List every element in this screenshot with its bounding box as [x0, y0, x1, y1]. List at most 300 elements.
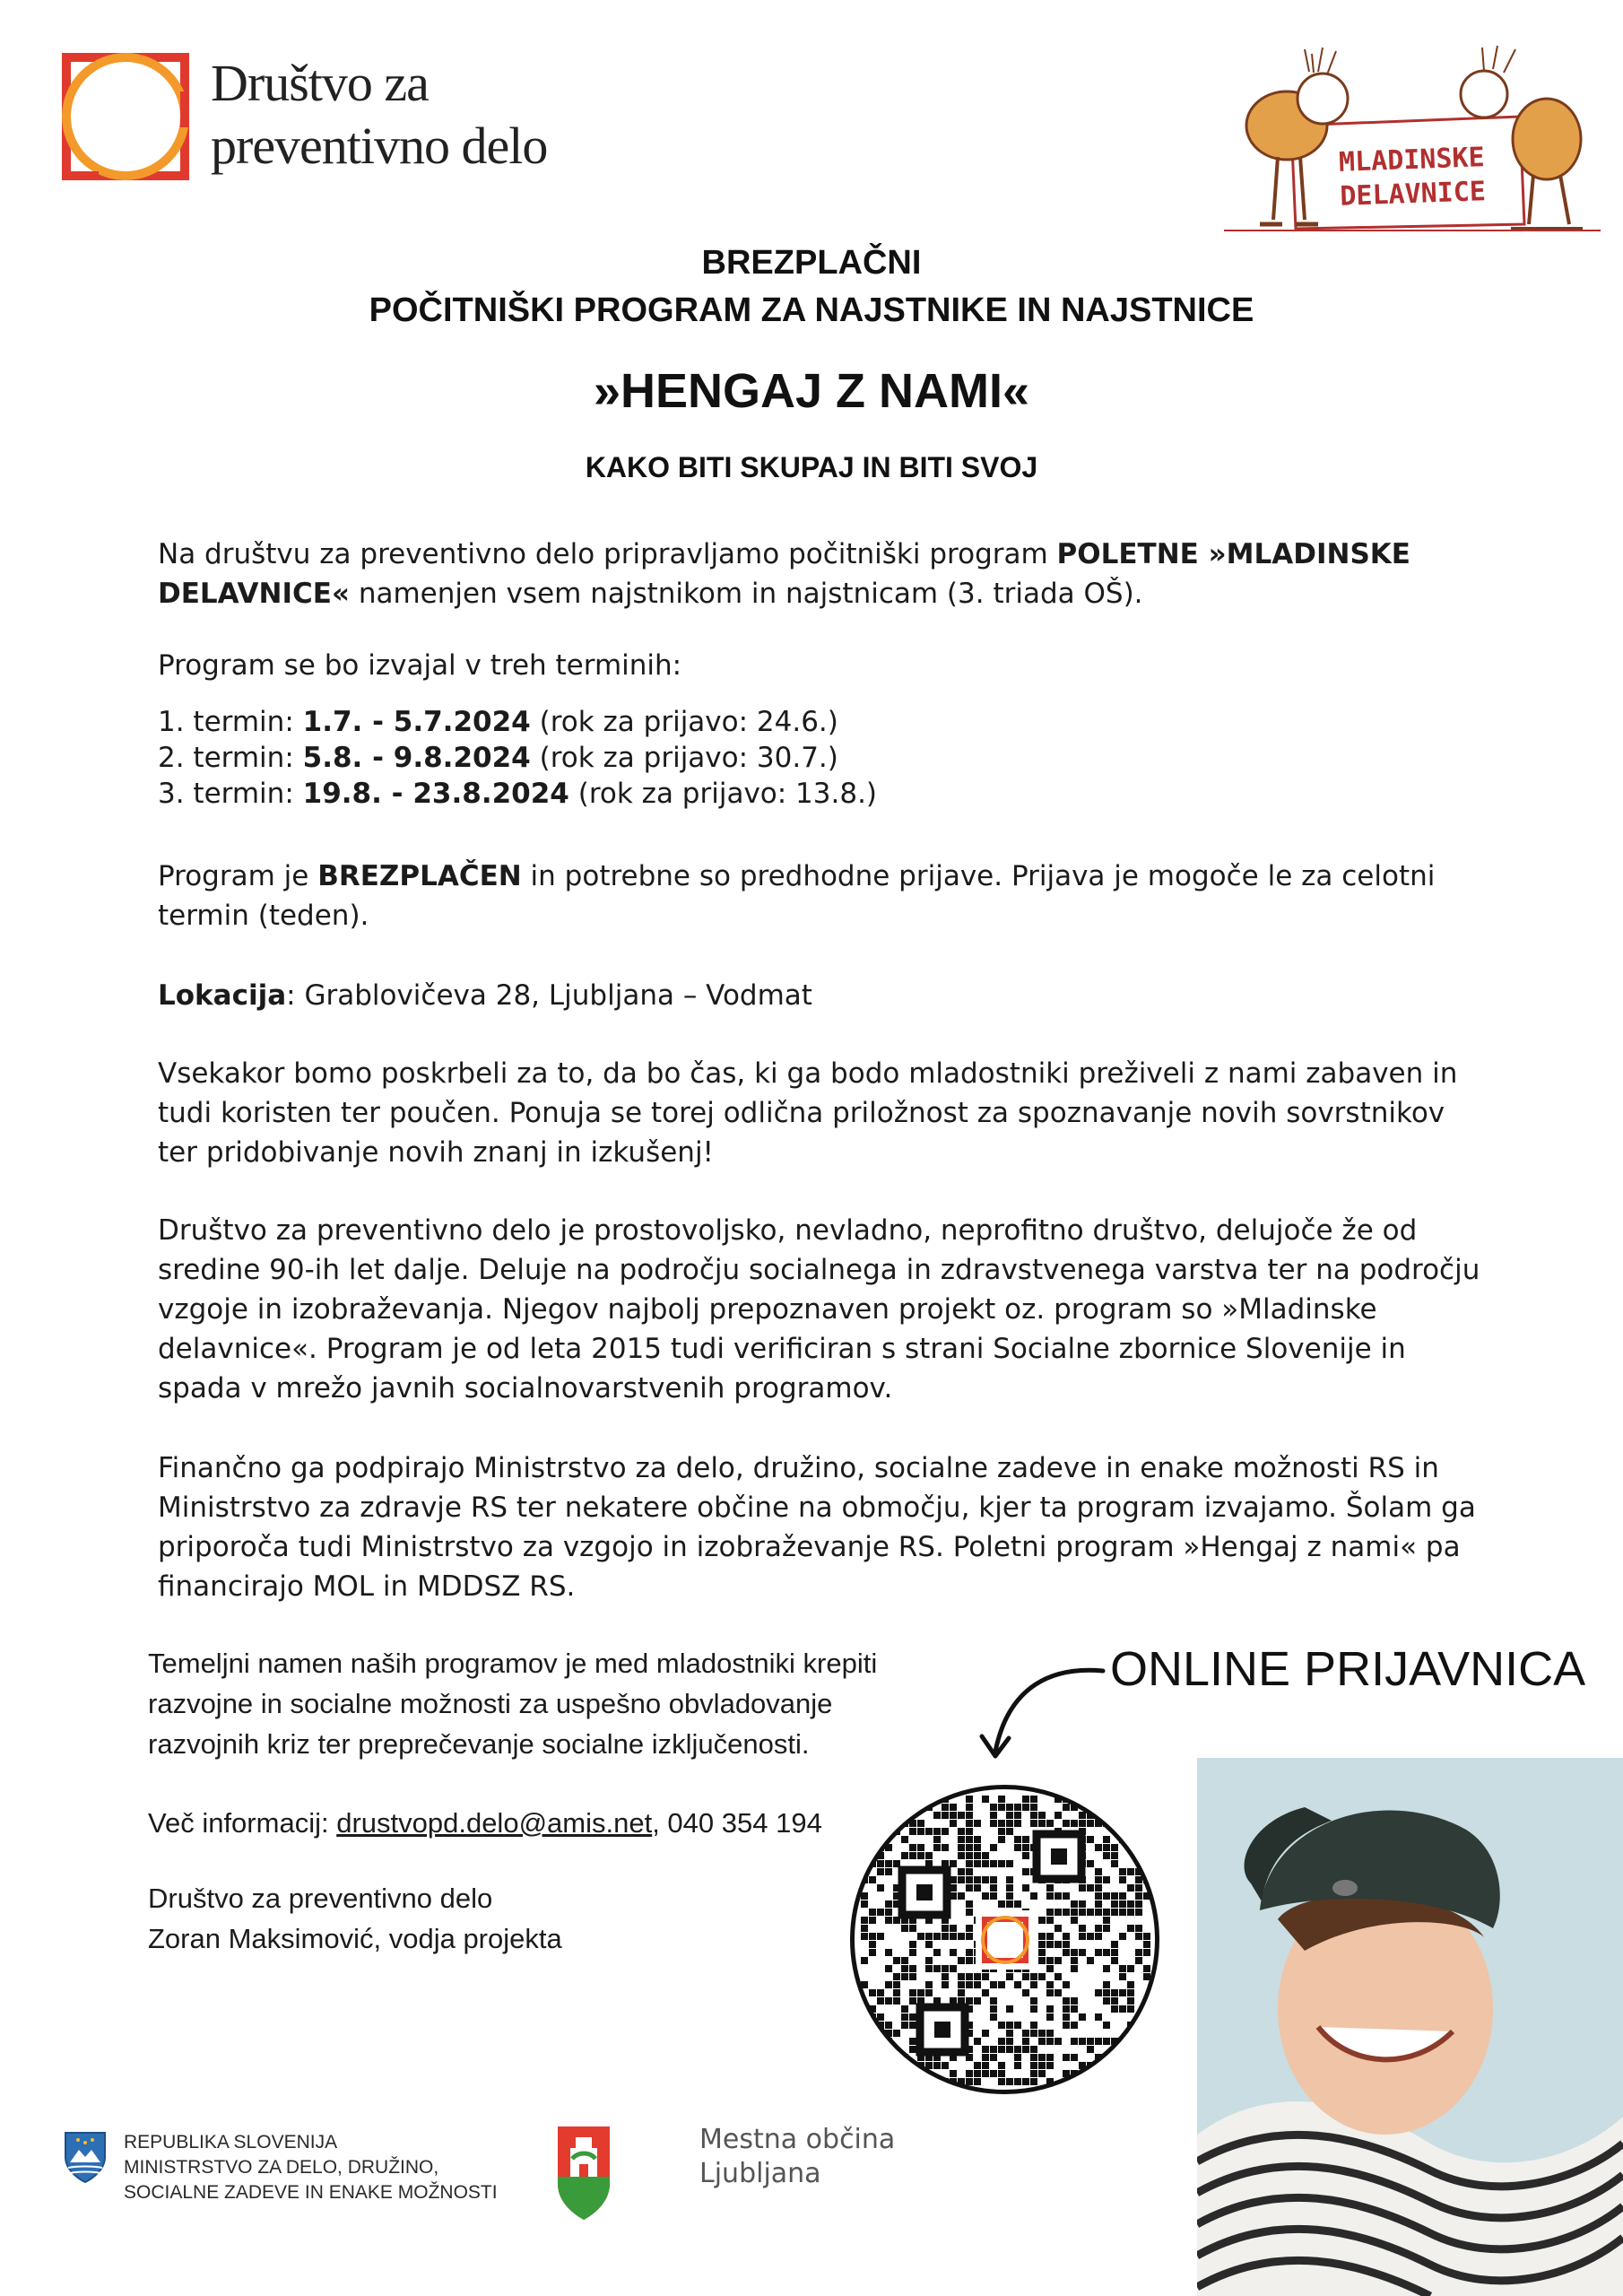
qr-module — [1046, 1917, 1054, 1924]
qr-module — [1111, 1892, 1118, 1900]
qr-module — [1030, 1812, 1037, 1819]
qr-module — [1103, 1949, 1110, 1956]
qr-module — [893, 1820, 900, 1827]
qr-module — [1063, 2054, 1070, 2061]
qr-module — [861, 1900, 868, 1908]
qr-module — [893, 2054, 900, 2061]
qr-module — [1119, 1965, 1126, 1972]
qr-module — [974, 1981, 981, 1988]
qr-module — [901, 1925, 908, 1932]
qr-module — [901, 1804, 908, 1811]
qr-module — [1014, 2078, 1021, 2085]
qr-module — [893, 1989, 900, 1996]
qr-module — [877, 1933, 884, 1940]
qr-module — [1014, 1900, 1021, 1908]
contact-label: Več informacij: — [148, 1807, 337, 1839]
qr-module — [1022, 1868, 1029, 1875]
qr-module — [982, 1892, 989, 1900]
qr-module — [933, 2062, 941, 2069]
qr-module — [933, 1828, 941, 1835]
qr-module — [1119, 2005, 1126, 2013]
qr-module — [901, 2062, 908, 2069]
qr-module — [1014, 2022, 1021, 2029]
qr-module — [1038, 1917, 1046, 1924]
qr-module — [1022, 2046, 1029, 2053]
qr-module — [1006, 2046, 1013, 2053]
qr-module — [877, 2078, 884, 2085]
qr-module — [1046, 1820, 1054, 1827]
qr-module — [1119, 1892, 1126, 1900]
qr-module — [1119, 1900, 1126, 1908]
qr-module — [1063, 1941, 1070, 1948]
qr-module — [1063, 2022, 1070, 2029]
qr-module — [1103, 1965, 1110, 1972]
mladinske-line: MLADINSKE — [1338, 142, 1486, 178]
term-item — [158, 740, 1485, 776]
qr-module — [885, 2070, 892, 2077]
qr-module — [966, 1900, 973, 1908]
qr-module — [901, 1957, 908, 1964]
qr-module — [1055, 1812, 1062, 1819]
qr-module — [1030, 1796, 1037, 1803]
qr-module — [966, 1876, 973, 1883]
qr-module — [1143, 1973, 1150, 1980]
qr-module — [1055, 1989, 1062, 1996]
qr-module — [1038, 2054, 1046, 2061]
qr-module — [885, 1828, 892, 1835]
qr-module — [1006, 2038, 1013, 2045]
qr-module — [861, 2046, 868, 2053]
qr-module — [1135, 2038, 1142, 2045]
location-paragraph — [158, 976, 1485, 1015]
qr-module — [998, 2062, 1005, 2069]
qr-module — [990, 1981, 997, 1988]
qr-module — [1103, 2038, 1110, 2045]
qr-module — [1071, 2038, 1078, 2045]
qr-module — [1022, 1989, 1029, 1996]
qr-module — [1127, 1925, 1134, 1932]
qr-module — [933, 1949, 941, 1956]
qr-module — [1071, 2054, 1078, 2061]
qr-module — [1055, 1892, 1062, 1900]
qr-module — [1038, 2038, 1046, 2045]
qr-module — [1103, 1917, 1110, 1924]
qr-module — [1095, 1909, 1102, 1916]
qr-module — [1055, 2038, 1062, 2045]
qr-module — [917, 1852, 924, 1859]
qr-module — [958, 1989, 965, 1996]
slovenia-coat-of-arms-icon — [63, 2130, 108, 2186]
qr-module — [990, 2070, 997, 2077]
qr-module — [974, 1836, 981, 1843]
qr-module — [990, 1876, 997, 1883]
qr-module — [1103, 1852, 1110, 1859]
qr-module — [982, 2030, 989, 2037]
term-prefix: 3. termin: — [158, 778, 303, 810]
qr-module — [1071, 2022, 1078, 2029]
qr-module — [1127, 2005, 1134, 2013]
qr-module — [885, 1981, 892, 1988]
smiling-teen-with-cap-image — [1197, 1758, 1623, 2296]
qr-module — [1071, 1949, 1078, 1956]
qr-module — [1030, 2046, 1037, 2053]
qr-module — [1063, 1981, 1070, 1988]
qr-module — [1135, 1909, 1142, 1916]
qr-module — [1095, 1868, 1102, 1875]
qr-module — [990, 1812, 997, 1819]
qr-module — [990, 2005, 997, 2013]
qr-module — [869, 1844, 876, 1851]
qr-module — [998, 1836, 1005, 1843]
qr-module — [1063, 2005, 1070, 2013]
qr-module — [1046, 1965, 1054, 1972]
qr-module — [1119, 1820, 1126, 1827]
qr-module — [1006, 1876, 1013, 1883]
qr-module — [869, 1933, 876, 1940]
qr-module — [909, 1796, 916, 1803]
qr-module — [1095, 1844, 1102, 1851]
qr-module — [925, 1965, 933, 1972]
qr-module — [1079, 1796, 1086, 1803]
qr-module — [966, 1844, 973, 1851]
qr-module — [1095, 2070, 1102, 2077]
qr-module — [877, 2062, 884, 2069]
qr-module — [1135, 1925, 1142, 1932]
qr-module — [1030, 2022, 1037, 2029]
qr-module — [958, 1812, 965, 1819]
qr-module — [1087, 2046, 1094, 2053]
qr-module — [869, 1989, 876, 1996]
qr-module — [974, 1997, 981, 2005]
qr-code-icon[interactable] — [850, 1785, 1159, 2094]
qr-module — [1046, 1981, 1054, 1988]
about-paragraph: Društvo za preventivno delo je prostovoljsko, nevladno, neprofitno društvo, delujoče že od sredine 90-ih let dalje. Deluje na področju socialnega in zdravstvenega varstva ter na področju vzgoje in izobraževanja. Njegov najbolj prepoznaven projekt oz. program so »Mladinske delavnice«. Program je od leta 2015 tudi verificiran s strani Socialne zbornice Slovenije in spada v mrežo javnih socialnovarstvenih programov. — [158, 1214, 1480, 1405]
qr-module — [1095, 2038, 1102, 2045]
qr-module — [966, 2078, 973, 2085]
qr-module — [998, 1981, 1005, 1988]
ljubljana-line-2: Ljubljana — [699, 2158, 821, 2189]
qr-module — [1111, 1989, 1118, 1996]
organization-name-line-2: preventivno delo — [211, 117, 548, 175]
qr-module — [1143, 1941, 1150, 1948]
teenager-photo — [1197, 1758, 1623, 2296]
qr-module — [1111, 1949, 1118, 1956]
qr-module — [901, 1973, 908, 1980]
title-program: POČITNIŠKI PROGRAM ZA NAJSTNIKE IN NAJSTNICE — [369, 291, 1254, 329]
qr-module — [990, 2054, 997, 2061]
qr-module — [1119, 2046, 1126, 2053]
qr-module — [990, 1997, 997, 2005]
title-hengaj: »HENGAJ Z NAMI« — [593, 364, 1030, 418]
qr-module — [1087, 1836, 1094, 1843]
qr-module — [958, 1828, 965, 1835]
terms-intro: Program se bo izvajal v treh terminih: — [158, 649, 682, 682]
qr-module — [861, 1981, 868, 1988]
qr-module — [1046, 1989, 1054, 1996]
qr-module — [1006, 1828, 1013, 1835]
qr-module — [1022, 1884, 1029, 1892]
qr-module — [1046, 2054, 1054, 2061]
subtitle-motto: KAKO BITI SKUPAJ IN BITI SVOJ — [585, 451, 1038, 483]
qr-module — [1111, 1997, 1118, 2005]
qr-module — [1038, 2030, 1046, 2037]
qr-module — [966, 1981, 973, 1988]
qr-module — [990, 1820, 997, 1827]
term-dates: 1.7. - 5.7.2024 — [302, 706, 531, 738]
qr-module — [966, 1836, 973, 1843]
qr-module — [1143, 1804, 1150, 1811]
qr-module — [1038, 2062, 1046, 2069]
qr-module — [893, 1796, 900, 1803]
qr-module — [1111, 1796, 1118, 1803]
qr-module — [942, 1973, 949, 1980]
qr-module — [909, 2070, 916, 2077]
qr-module — [877, 2013, 884, 2021]
qr-module — [1103, 1909, 1110, 1916]
contact-line — [148, 1803, 937, 1843]
qr-module — [1006, 2005, 1013, 2013]
qr-module — [1127, 1909, 1134, 1916]
qr-module — [974, 1876, 981, 1883]
qr-module — [1038, 1949, 1046, 1956]
qr-module — [966, 1957, 973, 1964]
qr-module — [1038, 1941, 1046, 1948]
ljubljana-logo — [556, 2121, 933, 2229]
location-label: Lokacija — [158, 979, 287, 1012]
qr-module — [1055, 1973, 1062, 1980]
qr-module — [1014, 2062, 1021, 2069]
contact-email-link[interactable]: drustvopd.delo@amis.net — [336, 1807, 653, 1839]
qr-module — [990, 1844, 997, 1851]
qr-module — [998, 1820, 1005, 1827]
fun-paragraph: Vsekakor bomo poskrbeli za to, da bo čas, ki ga bodo mladostniki preživeli z nami zabaven in tudi koristen ter poučen. Ponuja se torej odlična priložnost za spoznavanje novih sovrstnikov ter pridobivanje novih znanj in izkušenj! — [158, 1057, 1458, 1169]
qr-module — [917, 1989, 924, 1996]
qr-module — [909, 1804, 916, 1811]
qr-module — [1030, 2070, 1037, 2077]
qr-module — [950, 1812, 957, 1819]
qr-module — [909, 1973, 916, 1980]
qr-module — [1006, 1900, 1013, 1908]
qr-module — [893, 1957, 900, 1964]
qr-module — [909, 1989, 916, 1996]
qr-module — [933, 1812, 941, 1819]
qr-module — [1030, 2005, 1037, 2013]
qr-module — [1006, 2022, 1013, 2029]
qr-module — [1087, 1796, 1094, 1803]
qr-module — [1006, 1884, 1013, 1892]
qr-module — [1135, 1900, 1142, 1908]
qr-module — [974, 1820, 981, 1827]
qr-module — [998, 1796, 1005, 1803]
qr-module — [1119, 1973, 1126, 1980]
ministry-logo — [63, 2130, 565, 2220]
qr-module — [1127, 1981, 1134, 1988]
qr-module — [1143, 2022, 1150, 2029]
qr-module — [942, 2062, 949, 2069]
qr-module — [925, 1981, 933, 1988]
qr-module — [1055, 1909, 1062, 1916]
qr-module — [966, 1796, 973, 1803]
qr-module — [1087, 1884, 1094, 1892]
organization-name-line-1: Društvo za — [211, 54, 429, 112]
qr-module — [974, 2062, 981, 2069]
qr-module — [861, 1933, 868, 1940]
qr-module — [909, 1949, 916, 1956]
qr-module — [1030, 2062, 1037, 2069]
qr-module — [958, 1957, 965, 1964]
qr-module — [990, 1860, 997, 1867]
qr-module — [990, 2013, 997, 2021]
qr-module — [1103, 1997, 1110, 2005]
qr-module — [982, 2046, 989, 2053]
purpose-paragraph: Temeljni namen naših programov je med mladostniki krepiti razvojne in socialne možnosti za uspešno obvladovanje razvojnih kriz ter preprečevanje socialne izključenosti. — [148, 1648, 878, 1760]
qr-module — [901, 1852, 908, 1859]
qr-module — [1038, 1933, 1046, 1940]
qr-module — [1046, 2013, 1054, 2021]
qr-module — [925, 1957, 933, 1964]
location-value: : Grablovičeva 28, Ljubljana – Vodmat — [286, 979, 812, 1012]
qr-module — [958, 1981, 965, 1988]
qr-module — [1103, 1836, 1110, 1843]
qr-module — [1046, 1884, 1054, 1892]
qr-module — [942, 1812, 949, 1819]
qr-module — [1119, 1933, 1126, 1940]
qr-module — [1087, 2070, 1094, 2077]
qr-module — [1006, 1973, 1013, 1980]
qr-module — [1103, 1925, 1110, 1932]
term-dates: 5.8. - 9.8.2024 — [302, 742, 531, 774]
qr-module — [909, 2013, 916, 2021]
qr-module — [1038, 1820, 1046, 1827]
qr-module — [990, 2046, 997, 2053]
term-deadline: (rok za prijavo: 13.8.) — [568, 778, 878, 810]
ministry-name — [124, 2130, 498, 2205]
qr-module — [1022, 1973, 1029, 1980]
qr-module — [974, 1884, 981, 1892]
qr-module — [933, 1965, 941, 1972]
qr-module — [1143, 1949, 1150, 1956]
qr-module — [1014, 1804, 1021, 1811]
qr-module — [869, 1917, 876, 1924]
qr-module — [861, 1917, 868, 1924]
qr-module — [877, 1884, 884, 1892]
qr-module — [950, 1965, 957, 1972]
qr-module — [1087, 1933, 1094, 1940]
square-circle-logo-icon — [54, 45, 197, 188]
qr-module — [974, 1973, 981, 1980]
qr-module — [942, 1981, 949, 1988]
qr-module — [998, 2022, 1005, 2029]
qr-module — [861, 1957, 868, 1964]
qr-module — [1111, 1941, 1118, 1948]
intro-paragraph — [158, 535, 1485, 613]
qr-module — [950, 1949, 957, 1956]
qr-module — [869, 1941, 876, 1948]
qr-module — [1119, 2070, 1126, 2077]
qr-module — [1103, 1876, 1110, 1883]
qr-module — [1079, 1909, 1086, 1916]
qr-module — [1119, 2062, 1126, 2069]
qr-module — [909, 2046, 916, 2053]
term-dates: 19.8. - 23.8.2024 — [302, 778, 569, 810]
qr-module — [1127, 2062, 1134, 2069]
qr-module — [917, 1933, 924, 1940]
qr-module — [909, 2022, 916, 2029]
qr-module — [885, 1909, 892, 1916]
qr-module — [1095, 1925, 1102, 1932]
term-item — [158, 704, 1485, 740]
qr-module — [893, 2030, 900, 2037]
qr-module — [1119, 1868, 1126, 1875]
qr-module — [933, 1933, 941, 1940]
qr-module — [885, 1868, 892, 1875]
qr-module — [1063, 1804, 1070, 1811]
qr-module — [1111, 1909, 1118, 1916]
qr-module — [958, 1868, 965, 1875]
qr-module — [885, 1949, 892, 1956]
qr-module — [1135, 1796, 1142, 1803]
qr-module — [1135, 1884, 1142, 1892]
qr-module — [1103, 2070, 1110, 2077]
qr-module — [1079, 1820, 1086, 1827]
qr-module — [1127, 1900, 1134, 1908]
qr-module — [950, 1925, 957, 1932]
qr-module — [1095, 2078, 1102, 2085]
qr-module — [877, 1796, 884, 1803]
qr-module — [1014, 1844, 1021, 1851]
qr-module — [909, 1828, 916, 1835]
qr-module — [901, 1965, 908, 1972]
qr-module — [1006, 1820, 1013, 1827]
mladinske-delavnice-text — [1313, 140, 1513, 215]
qr-module — [966, 1973, 973, 1980]
qr-module — [1022, 1844, 1029, 1851]
qr-module — [966, 1820, 973, 1827]
qr-module — [877, 1820, 884, 1827]
qr-module — [998, 2078, 1005, 2085]
qr-module — [869, 1909, 876, 1916]
qr-module — [966, 1804, 973, 1811]
qr-module — [966, 1868, 973, 1875]
cartoon-figures-icon — [1224, 40, 1601, 242]
qr-module — [1119, 1989, 1126, 1996]
qr-module — [942, 1828, 949, 1835]
qr-module — [869, 1949, 876, 1956]
qr-module — [1143, 1933, 1150, 1940]
qr-module — [1111, 1957, 1118, 1964]
qr-module — [1046, 1933, 1054, 1940]
qr-module — [1135, 1820, 1142, 1827]
qr-module — [1071, 1997, 1078, 2005]
qr-module — [1127, 1989, 1134, 1996]
qr-module — [982, 1876, 989, 1883]
qr-module — [1014, 1836, 1021, 1843]
qr-module — [966, 1812, 973, 1819]
qr-module — [925, 1852, 933, 1859]
qr-module — [1095, 1884, 1102, 1892]
qr-module — [1087, 1909, 1094, 1916]
qr-module — [958, 1836, 965, 1843]
qr-module — [893, 1997, 900, 2005]
qr-module — [901, 2022, 908, 2029]
qr-module — [1030, 1973, 1037, 1980]
qr-module — [877, 1804, 884, 1811]
qr-module — [1030, 1820, 1037, 1827]
qr-module — [974, 1860, 981, 1867]
qr-module — [974, 1844, 981, 1851]
qr-module — [1055, 1925, 1062, 1932]
qr-module — [966, 1860, 973, 1867]
